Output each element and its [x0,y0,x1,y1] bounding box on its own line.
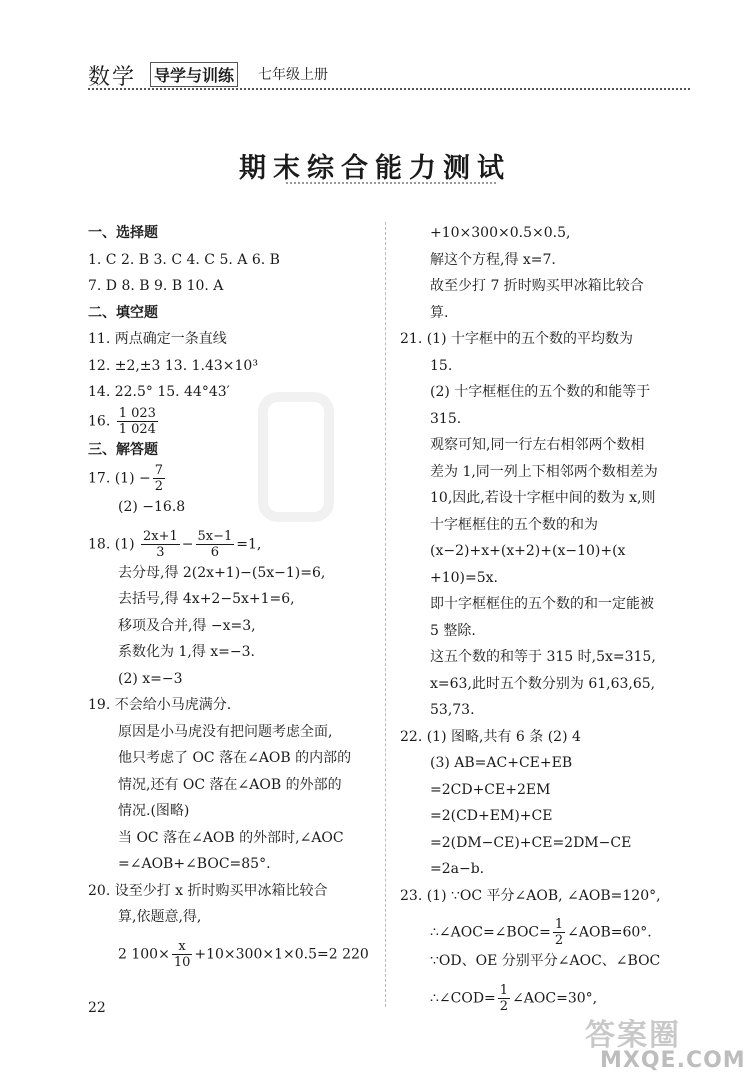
expression: +10×300×1×0.5=2 220 [194,946,369,962]
denominator: 2 [154,479,164,494]
answer-line: 7. D 8. B 9. B 10. A [88,278,224,294]
denominator: 2 [554,933,564,948]
question-label: 17. (1) − [88,470,151,487]
watermark-url: MXQE.COM [600,1048,746,1073]
answer-line: 12. ±2,±3 13. 1.43×10³ [88,357,258,374]
answer-line: 他只考虑了 OC 落在∠AOB 的内部的 [118,750,352,766]
answer-line: (2) −16.8 [118,499,186,515]
fraction [498,983,510,1014]
answer-line: 这五个数的和等于 315 时,5x=315, [430,649,656,665]
expression: ∴∠AOC=∠BOC= [430,924,551,941]
question-label: 16. [88,413,111,429]
left-column [88,220,373,970]
answer-line: 15. [430,357,453,374]
answer-line-16 [88,406,373,437]
answer-line: 故至少打 7 折时购买甲冰箱比较合 [430,278,644,294]
answer-line: 11. 两点确定一条直线 [88,331,227,347]
answer-line: =2(CD+EM)+CE [430,808,553,824]
header-subject: 数学 [88,65,137,90]
fraction [172,939,193,970]
answer-line-17 [88,463,373,494]
answer-line: 21. (1) 十字框中的五个数的平均数为 [400,331,633,347]
answer-line: (2) x=−3 [118,670,183,687]
answer-line-23-aoc [400,917,700,948]
column-divider [385,222,386,1007]
numerator: 1 [499,982,509,998]
spacer [400,975,700,983]
expression: ∴∠COD= [430,990,496,1006]
page-title: 期末综合能力测试 [239,153,511,184]
answer-line: 情况.(图略) [118,803,190,819]
answer-line-18 [88,529,373,560]
spacer [88,521,373,529]
answer-line: 算,依题意,得, [118,909,202,925]
answer-line: 解这个方程,得 x=7. [430,251,556,268]
question-label: 18. (1) [88,536,135,552]
numerator: x [172,939,193,955]
fraction [141,529,180,560]
answer-line-23-cod [400,983,700,1014]
answer-line: =2a−b. [430,861,485,877]
section-multiple-choice: 一、选择题 [88,225,158,241]
page-header [88,58,690,92]
numerator: 5x−1 [197,528,233,544]
fraction [153,463,165,494]
title-underline [286,182,496,184]
answer-line-20-eq [88,939,373,970]
answer-line: 20. 设至少打 x 折时购买甲冰箱比较合 [88,882,328,899]
answer-line: 19. 不会给小马虎满分. [88,697,232,713]
answer-line: 算. [430,304,449,321]
answer-line: 观察可知,同一行左右相邻两个数相 [430,437,645,453]
answer-line: 1. C 2. B 3. C 4. C 5. A 6. B [88,251,280,268]
answer-line: +10)=5x. [430,569,498,586]
answer-line: 10,因此,若设十字框中间的数为 x,则 [430,490,656,506]
answer-line: +10×300×0.5×0.5, [430,225,571,241]
answer-line: 23. (1) ∵OC 平分∠AOB, ∠AOB=120°, [400,887,661,904]
answer-line: 315. [430,410,462,427]
answer-line: (2) 十字框框住的五个数的和能等于 [430,384,651,400]
fraction [196,529,235,560]
answer-line: 原因是小马虎没有把问题考虑全面, [118,723,333,740]
numerator: 7 [154,463,164,478]
answer-line: =2CD+CE+2EM [430,781,551,798]
denominator: 10 [173,954,191,970]
answer-line: 22. (1) 图略,共有 6 条 (2) 4 [400,728,581,745]
header-series: 导学与训练 [150,62,238,87]
answer-line: (x−2)+x+(x+2)+(x−10)+(x [430,543,626,559]
answer-line: (3) AB=AC+CE+EB [430,755,573,771]
spacer [400,909,700,917]
right-column [400,220,700,1014]
answer-line: 系数化为 1,得 x=−3. [118,644,255,660]
answer-line: x=63,此时五个数分别为 61,63,65, [430,675,656,692]
answer-line: 差为 1,同一列上下相邻两个数相差为 [430,463,658,480]
numerator: 1 023 [118,405,156,421]
answer-line: 去分母,得 2(2x+1)−(5x−1)=6, [118,564,326,581]
spacer [88,931,373,939]
denominator: 3 [156,544,165,560]
page-number: 22 [88,1000,106,1016]
answer-line: 53,73. [430,702,475,718]
answer-line: 5 整除. [430,622,476,639]
fraction [553,917,565,948]
equation-rhs: =1, [236,536,262,552]
fraction [117,406,158,437]
denominator: 1 024 [118,421,156,437]
denominator: 6 [210,544,220,560]
answer-line: 去括号,得 4x+2−5x+1=6, [118,591,295,607]
numerator: 1 [554,917,564,932]
section-solutions: 三、解答题 [88,441,158,458]
header-grade: 七年级上册 [258,67,328,83]
answer-line: 14. 22.5° 15. 44°43′ [88,384,230,400]
watermark-stamp: 答案圈 [585,1018,681,1053]
answer-line: =2(DM−CE)+CE=2DM−CE [430,834,632,851]
answer-line: 当 OC 落在∠AOB 的外部时,∠AOC [118,829,344,846]
answer-line: =∠AOB+∠BOC=85°. [118,856,271,872]
answer-line: 即十字框框住的五个数的和一定能被 [430,596,654,612]
answer-line: 情况,还有 OC 落在∠AOB 的外部的 [118,776,342,793]
answer-line: ∵OD、OE 分别平分∠AOC、∠BOC [430,953,661,969]
denominator: 2 [499,998,509,1014]
expression: ∠AOB=60°. [567,924,652,941]
answer-line: 十字框框住的五个数的和为 [430,516,598,533]
answer-line: 移项及合并,得 −x=3, [118,617,256,634]
operator: − [181,536,194,552]
numerator: 2x+1 [143,528,178,544]
section-fill-blank: 二、填空题 [88,304,158,321]
expression: ∠AOC=30°, [512,990,598,1006]
header-rule [88,88,690,90]
expression: 2 100× [118,946,170,962]
